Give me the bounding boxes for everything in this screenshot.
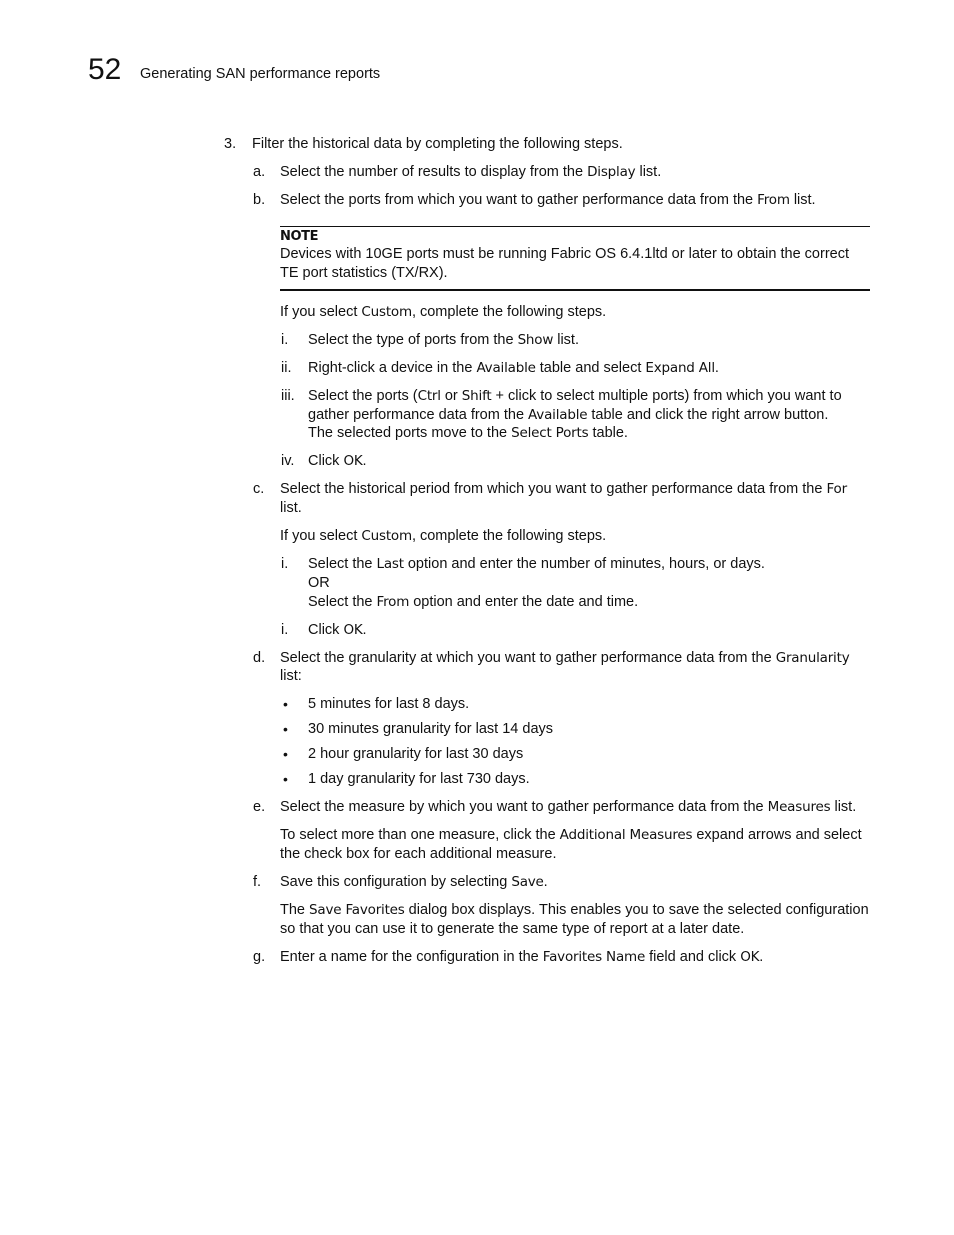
note-heading: NOTE (280, 229, 319, 244)
c-i-label: i. (281, 556, 289, 572)
step-c-label: c. (253, 481, 265, 497)
note-bottom-rule (280, 289, 870, 291)
b-iii-line-1: Select the ports (Ctrl or Shift + click to select multiple ports) from which you want to (308, 388, 842, 404)
c-i2-text: Click OK. (308, 622, 367, 638)
step-c-line-1: Select the historical period from which you want to gather performance data from the For (280, 481, 847, 497)
b-custom-intro: If you select Custom, complete the following steps. (280, 304, 607, 320)
note-line-1: Devices with 10GE ports must be running Fabric OS 6.4.1ltd or later to obtain the correct (280, 246, 849, 262)
ui-term: Expand All (645, 360, 715, 376)
step-d-label: d. (253, 650, 266, 666)
bullet-icon: • (283, 746, 288, 762)
b-iii-line-2: gather performance data from the Available table and click the right arrow button. (308, 407, 829, 423)
c-i-line-2: OR (308, 575, 330, 591)
ui-term: Save Favorites (309, 902, 405, 918)
ui-term: Granularity (775, 650, 850, 666)
b-iii-line-3: The selected ports move to the Select Ports table. (308, 425, 628, 441)
ui-term: Display (587, 164, 636, 180)
step-f-label: f. (253, 874, 262, 890)
list-item: 30 minutes granularity for last 14 days (308, 721, 554, 737)
step-d-line-2: list: (280, 668, 302, 684)
note-top-rule (280, 226, 870, 227)
c-i-line-1: Select the Last option and enter the number of minutes, hours, or days. (308, 556, 765, 572)
ui-term: Available (528, 407, 588, 423)
step-d-line-1: Select the granularity at which you want to gather performance data from the Granularity (280, 650, 850, 666)
step-c-line-2: list. (280, 500, 302, 516)
ui-term: Custom (361, 304, 412, 320)
step-b-text: Select the ports from which you want to gather performance data from the From list. (280, 192, 816, 208)
list-item: 1 day granularity for last 730 days. (308, 771, 530, 787)
ui-term: Ctrl (417, 388, 441, 404)
ui-term: From (376, 594, 410, 610)
step-f-para-line-1: The Save Favorites dialog box displays. This enables you to save the selected configuration (280, 902, 869, 918)
chapter-number: 52 (88, 53, 122, 86)
list-item: 2 hour granularity for last 30 days (308, 746, 524, 762)
c-i2-label: i. (281, 622, 289, 638)
step-b-label: b. (253, 192, 266, 208)
b-ii-text: Right-click a device in the Available table and select Expand All. (308, 360, 719, 376)
ui-term: Last (376, 556, 404, 572)
step-e-text: Select the measure by which you want to gather performance data from the Measures list. (280, 799, 857, 815)
b-i-text: Select the type of ports from the Show list. (308, 332, 579, 348)
list-item: 5 minutes for last 8 days. (308, 696, 470, 712)
ui-term: OK (343, 453, 363, 469)
ui-term: Shift (461, 388, 492, 404)
ui-term: OK (343, 622, 363, 638)
b-iv-label: iv. (281, 453, 295, 469)
ui-term: Select Ports (511, 425, 589, 441)
b-ii-label: ii. (281, 360, 292, 376)
step-a-text: Select the number of results to display from the Display list. (280, 164, 662, 180)
ui-term: From (757, 192, 790, 208)
ui-term: For (826, 481, 847, 497)
step-3-number: 3. (224, 136, 237, 152)
ui-term: Additional Measures (559, 827, 693, 843)
note-line-2: TE port statistics (TX/RX). (280, 265, 448, 281)
step-f-para-line-2: so that you can use it to generate the same type of report at a later date. (280, 921, 745, 937)
ui-term: OK (740, 949, 760, 965)
c-custom-intro: If you select Custom, complete the following steps. (280, 528, 607, 544)
step-e-label: e. (253, 799, 266, 815)
step-e-para-line-1: To select more than one measure, click the Additional Measures expand arrows and select (280, 827, 862, 843)
bullet-icon: • (283, 696, 288, 712)
b-iii-label: iii. (281, 388, 295, 404)
ui-term: Available (476, 360, 536, 376)
step-g-text: Enter a name for the configuration in the Favorites Name field and click OK. (280, 949, 764, 965)
step-a-label: a. (253, 164, 266, 180)
chapter-title: Generating SAN performance reports (140, 66, 381, 82)
c-i-line-3: Select the From option and enter the date and time. (308, 594, 639, 610)
ui-term: Custom (361, 528, 412, 544)
ui-term: Save (511, 874, 544, 890)
b-i-label: i. (281, 332, 289, 348)
ui-term: Favorites Name (542, 949, 646, 965)
step-e-para-line-2: the check box for each additional measure. (280, 846, 557, 862)
bullet-icon: • (283, 721, 288, 737)
bullet-icon: • (283, 771, 288, 787)
b-iv-text: Click OK. (308, 453, 367, 469)
ui-term: Measures (767, 799, 831, 815)
step-g-label: g. (253, 949, 266, 965)
step-f-text: Save this configuration by selecting Save. (280, 874, 548, 890)
step-3-text: Filter the historical data by completing the following steps. (252, 136, 623, 152)
ui-term: Show (517, 332, 554, 348)
